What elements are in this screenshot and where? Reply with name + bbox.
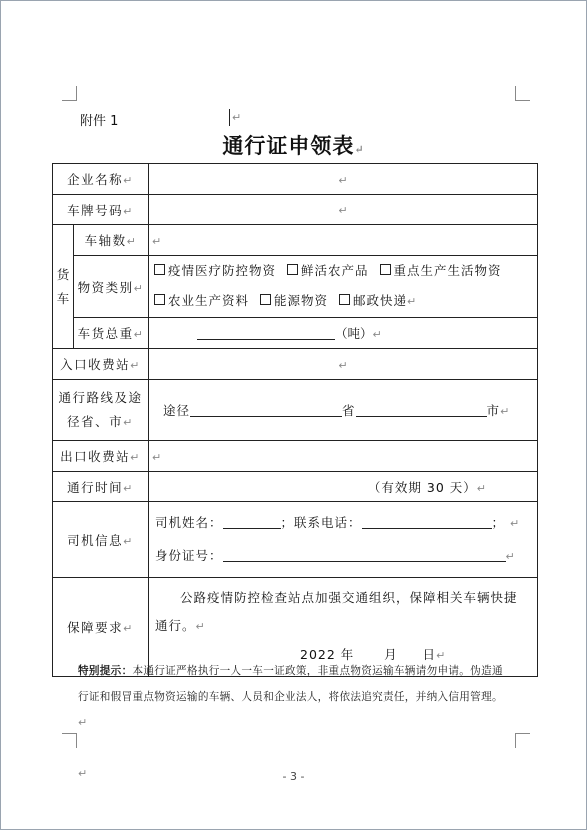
attachment-label: 附件 1 [80,114,119,129]
page-title: 通行证申领表↵ [222,133,365,158]
weight-row [53,318,538,349]
special-notice: 特别提示：本通行证严格执行一人一车一证政策，非重点物资运输车辆请勿申请。伪造通行证和假冒重点物资运输的车辆、人员和企业法人，将依法追究责任，并纳入信用管理。↵ [78,665,503,729]
crop-mark-bottom-left [62,733,77,748]
exit-row [53,441,538,472]
paragraph-mark-footer: ↵ [78,767,88,780]
cargo-group-label: 货车 [53,225,74,349]
driver-id-input[interactable] [223,548,506,562]
driver-row [53,502,538,578]
exit-label: 出口收费站↵ [53,441,149,472]
category-options [149,256,538,318]
company-label: 企业名称↵ [53,164,149,195]
axle-label: 车轴数↵ [74,225,149,256]
driver-cell: 司机姓名： ；联系电话： ； ↵ 身份证号： ↵ [149,502,538,578]
axle-input[interactable]: ↵ [149,225,538,256]
crop-mark-top-left [62,86,77,101]
time-row [53,472,538,502]
weight-cell: （吨）↵ [149,318,538,349]
paragraph-mark: ↵ [232,111,242,124]
time-label: 通行时间↵ [53,472,149,502]
weight-label: 车货总重↵ [74,318,149,349]
company-input[interactable]: ↵ [149,164,538,195]
entry-label: 入口收费站↵ [53,349,149,380]
validity-cell[interactable]: （有效期 30 天）↵ [149,472,538,502]
guarantee-text: 公路疫情防控检查站点加强交通组织，保障相关车辆快捷通行。 [155,590,518,633]
category-label: 物资类别↵ [74,256,149,318]
crop-mark-bottom-right [515,733,530,748]
route-city-input[interactable] [356,403,487,417]
route-cell: 途径 省 市↵ [149,380,538,441]
driver-label: 司机信息↵ [53,502,149,578]
axle-row [53,225,538,256]
date-line: 2022 年 月 日↵ [300,647,447,662]
energy-supplies-checkbox[interactable]: 能源物资 [260,293,328,308]
entry-row [53,349,538,380]
crop-mark-top-right [515,86,530,101]
plate-label: 车牌号码↵ [53,195,149,225]
driver-name-input[interactable] [223,515,281,529]
weight-input[interactable] [197,326,335,340]
plate-row [53,195,538,225]
key-living-supplies-checkbox[interactable]: 重点生产生活物资 [380,263,502,278]
category-options-row-2: 农业生产资料 能源物资 邮政快递↵ [154,286,534,317]
guarantee-cell: 公路疫情防控检查站点加强交通组织，保障相关车辆快捷通行。↵ 2022 年 月 日↵ [149,578,538,677]
plate-input[interactable]: ↵ [149,195,538,225]
entry-input[interactable]: ↵ [149,349,538,380]
route-province-input[interactable] [190,403,342,417]
route-row [53,380,538,441]
driver-phone-input[interactable] [362,515,492,529]
text-cursor[interactable] [229,109,230,126]
exit-input[interactable]: ↵ [149,441,538,472]
route-label: 通行路线及途径省、市↵ [53,380,149,441]
guarantee-label: 保障要求↵ [53,578,149,677]
category-options-row-1 [154,256,534,286]
agricultural-materials-checkbox[interactable]: 农业生产资料 [154,293,249,308]
application-form-table [52,163,538,677]
company-row [53,164,538,195]
category-row [53,256,538,318]
fresh-produce-checkbox[interactable]: 鲜活农产品 [287,263,369,278]
page-number: - 3 - [282,770,305,783]
postal-express-checkbox[interactable]: 邮政快递 [339,293,407,308]
medical-supplies-checkbox[interactable]: 疫情医疗防控物资 [154,263,276,278]
